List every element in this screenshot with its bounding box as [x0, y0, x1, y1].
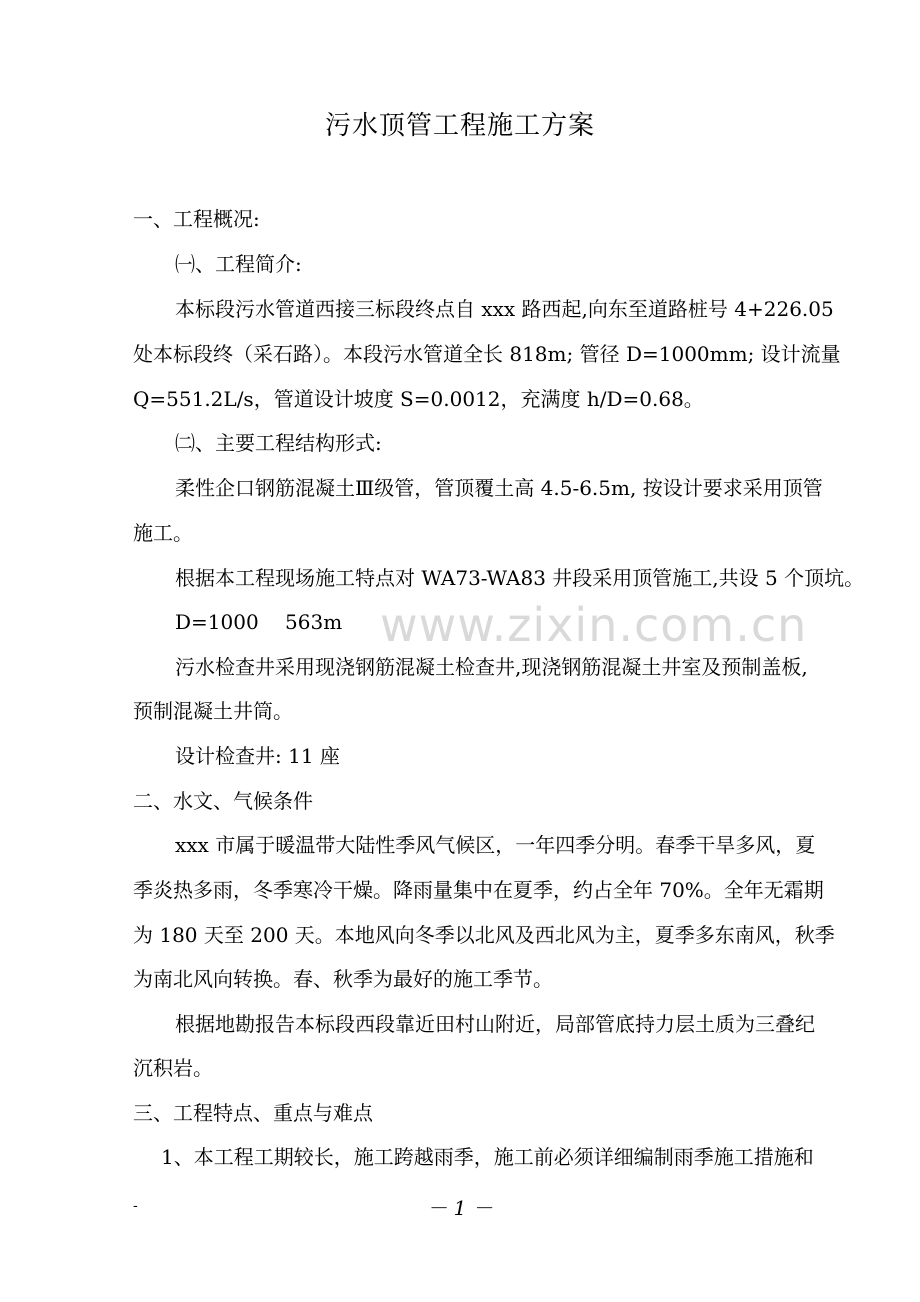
page-number: － 1 －	[427, 1196, 493, 1220]
paragraph-line: 柔性企口钢筋混凝土Ⅲ级管，管顶覆土高 4.5-6.5m, 按设计要求采用顶管	[175, 476, 823, 500]
paragraph-line: xxx 市属于暖温带大陆性季风气候区，一年四季分明。春季干旱多风，夏	[175, 833, 816, 857]
footer-mark: -	[133, 1198, 138, 1214]
watermark: www.zixin.com.cn	[380, 598, 808, 652]
section-heading: 二、水文、气候条件	[133, 789, 313, 813]
paragraph-line: 本标段污水管道西接三标段终点自 xxx 路西起,向东至道路桩号 4+226.05	[175, 297, 834, 321]
paragraph-line: 污水检查井采用现浇钢筋混凝土检查井,现浇钢筋混凝土井室及预制盖板,	[175, 655, 808, 679]
paragraph-line: 1、本工程工期较长，施工跨越雨季，施工前必须详细编制雨季施工措施和	[161, 1145, 814, 1169]
paragraph-line: 预制混凝土井筒。	[133, 699, 293, 723]
paragraph-line: 沉积岩。	[133, 1056, 213, 1080]
paragraph-line: Q=551.2L/s，管道设计坡度 S=0.0012，充满度 h/D=0.68。	[133, 387, 704, 411]
paragraph-line: 根据本工程现场施工特点对 WA73-WA83 井段采用顶管施工,共设 5 个顶坑。	[175, 566, 865, 590]
section-heading: 三、工程特点、重点与难点	[133, 1101, 373, 1125]
document-title: 污水顶管工程施工方案	[324, 111, 595, 141]
paragraph-line: 设计检查井: 11 座	[175, 744, 340, 768]
subsection-heading: ㈠、工程简介:	[175, 252, 302, 276]
paragraph-line: 施工。	[133, 521, 193, 545]
paragraph-line: 季炎热多雨，冬季寒冷干燥。降雨量集中在夏季，约占全年 70%。全年无霜期	[133, 878, 824, 902]
paragraph-line: 为 180 天至 200 天。本地风向冬季以北风及西北风为主，夏季多东南风，秋季	[133, 923, 835, 947]
paragraph-line: D=1000 563m	[175, 610, 343, 634]
paragraph-line: 根据地勘报告本标段西段靠近田村山附近，局部管底持力层土质为三叠纪	[175, 1012, 815, 1036]
section-heading: 一、工程概况:	[133, 207, 260, 231]
subsection-heading: ㈡、主要工程结构形式:	[175, 431, 382, 455]
paragraph-line: 为南北风向转换。春、秋季为最好的施工季节。	[133, 967, 553, 991]
paragraph-line: 处本标段终（采石路）。本段污水管道全长 818m; 管径 D=1000mm; 设计流量	[133, 342, 841, 366]
